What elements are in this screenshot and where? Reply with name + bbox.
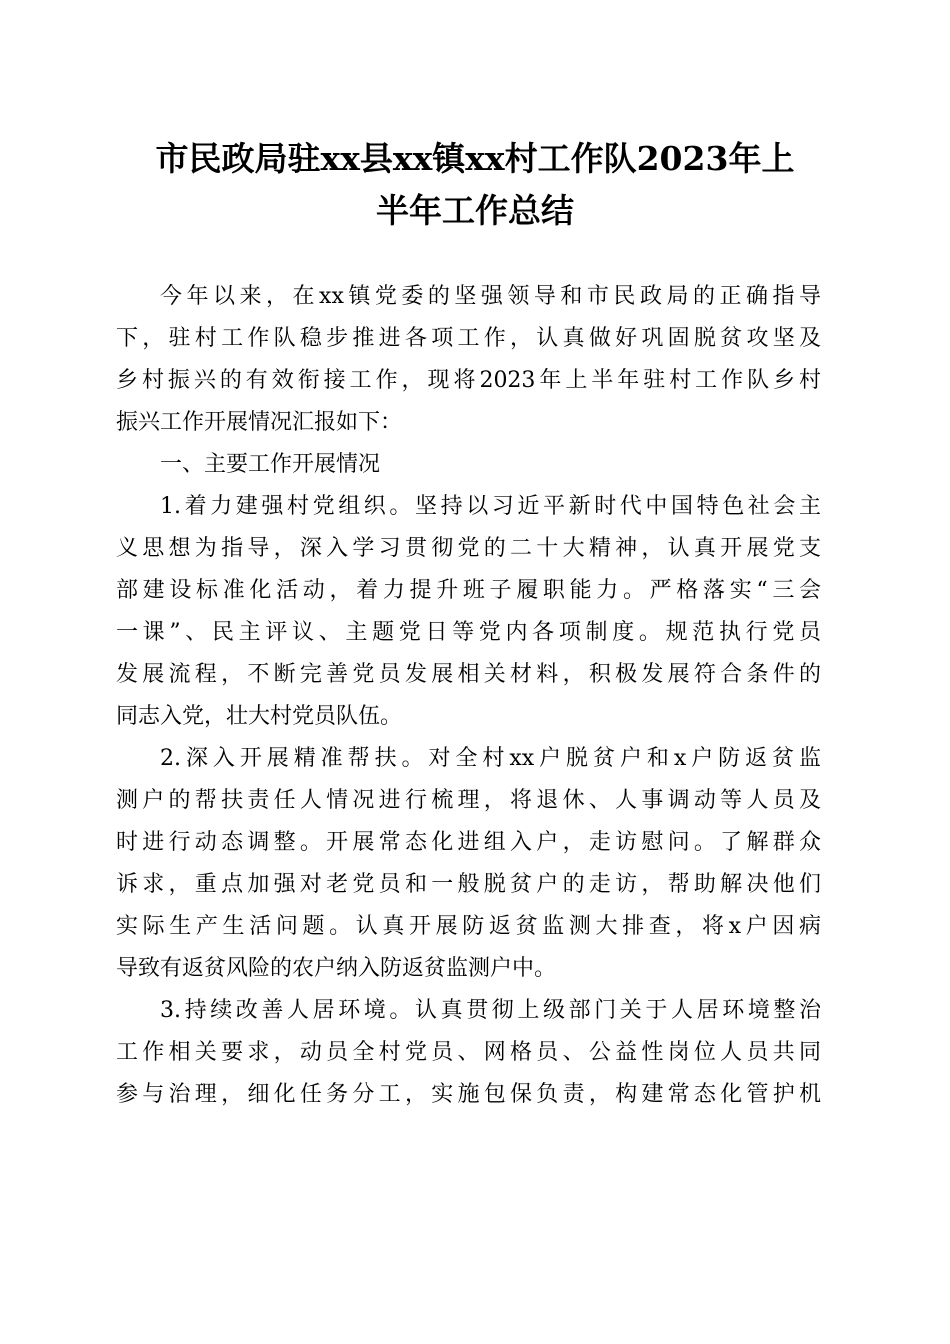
item-1-line: 1.着力建强村党组织。坚持以习近平新时代中国特色社会主 xyxy=(160,494,821,519)
item-2-paragraph xyxy=(116,738,821,990)
item-1-paragraph xyxy=(116,486,821,738)
section-heading: 一、主要工作开展情况 xyxy=(160,452,381,477)
item-1-line: 部建设标准化活动，着力提升班子履职能力。严格落实“三会 xyxy=(116,578,821,603)
item-3-line: 工作相关要求，动员全村党员、网格员、公益性岗位人员共同 xyxy=(116,1040,821,1065)
item-1-line: 同志入党，壮大村党员队伍。 xyxy=(116,704,403,729)
item-1-line: 义思想为指导，深入学习贯彻党的二十大精神，认真开展党支 xyxy=(116,536,821,561)
item-2-line: 时进行动态调整。开展常态化进组入户，走访慰问。了解群众 xyxy=(116,830,821,855)
item-1-line: 发展流程，不断完善党员发展相关材料，积极发展符合条件的 xyxy=(116,662,821,687)
item-1-line: 一课”、民主评议、主题党日等党内各项制度。规范执行党员 xyxy=(116,620,821,645)
title-line-2: 半年工作总结 xyxy=(376,191,574,230)
intro-line: 下，驻村工作队稳步推进各项工作，认真做好巩固脱贫攻坚及 xyxy=(116,326,821,351)
intro-line: 乡村振兴的有效衔接工作，现将2023年上半年驻村工作队乡村 xyxy=(116,368,821,393)
item-3-line: 3.持续改善人居环境。认真贯彻上级部门关于人居环境整治 xyxy=(160,998,821,1023)
document-title xyxy=(80,133,870,237)
item-2-line: 实际生产生活问题。认真开展防返贫监测大排查，将x户因病 xyxy=(116,914,821,939)
intro-line: 今年以来，在xx镇党委的坚强领导和市民政局的正确指导 xyxy=(160,284,821,309)
item-3-paragraph xyxy=(116,990,821,1116)
title-line-1: 市民政局驻xx县xx镇xx村工作队2023年上 xyxy=(155,139,795,178)
document-body xyxy=(116,276,821,1116)
item-2-line: 2.深入开展精准帮扶。对全村xx户脱贫户和x户防返贫监 xyxy=(160,746,821,771)
intro-paragraph xyxy=(116,276,821,444)
item-2-line: 导致有返贫风险的农户纳入防返贫监测户中。 xyxy=(116,956,557,981)
item-3-line: 参与治理，细化任务分工，实施包保负责，构建常态化管护机 xyxy=(116,1082,821,1107)
item-2-line: 测户的帮扶责任人情况进行梳理，将退休、人事调动等人员及 xyxy=(116,788,821,813)
intro-line: 振兴工作开展情况汇报如下： xyxy=(116,410,403,435)
item-2-line: 诉求，重点加强对老党员和一般脱贫户的走访，帮助解决他们 xyxy=(116,872,821,897)
